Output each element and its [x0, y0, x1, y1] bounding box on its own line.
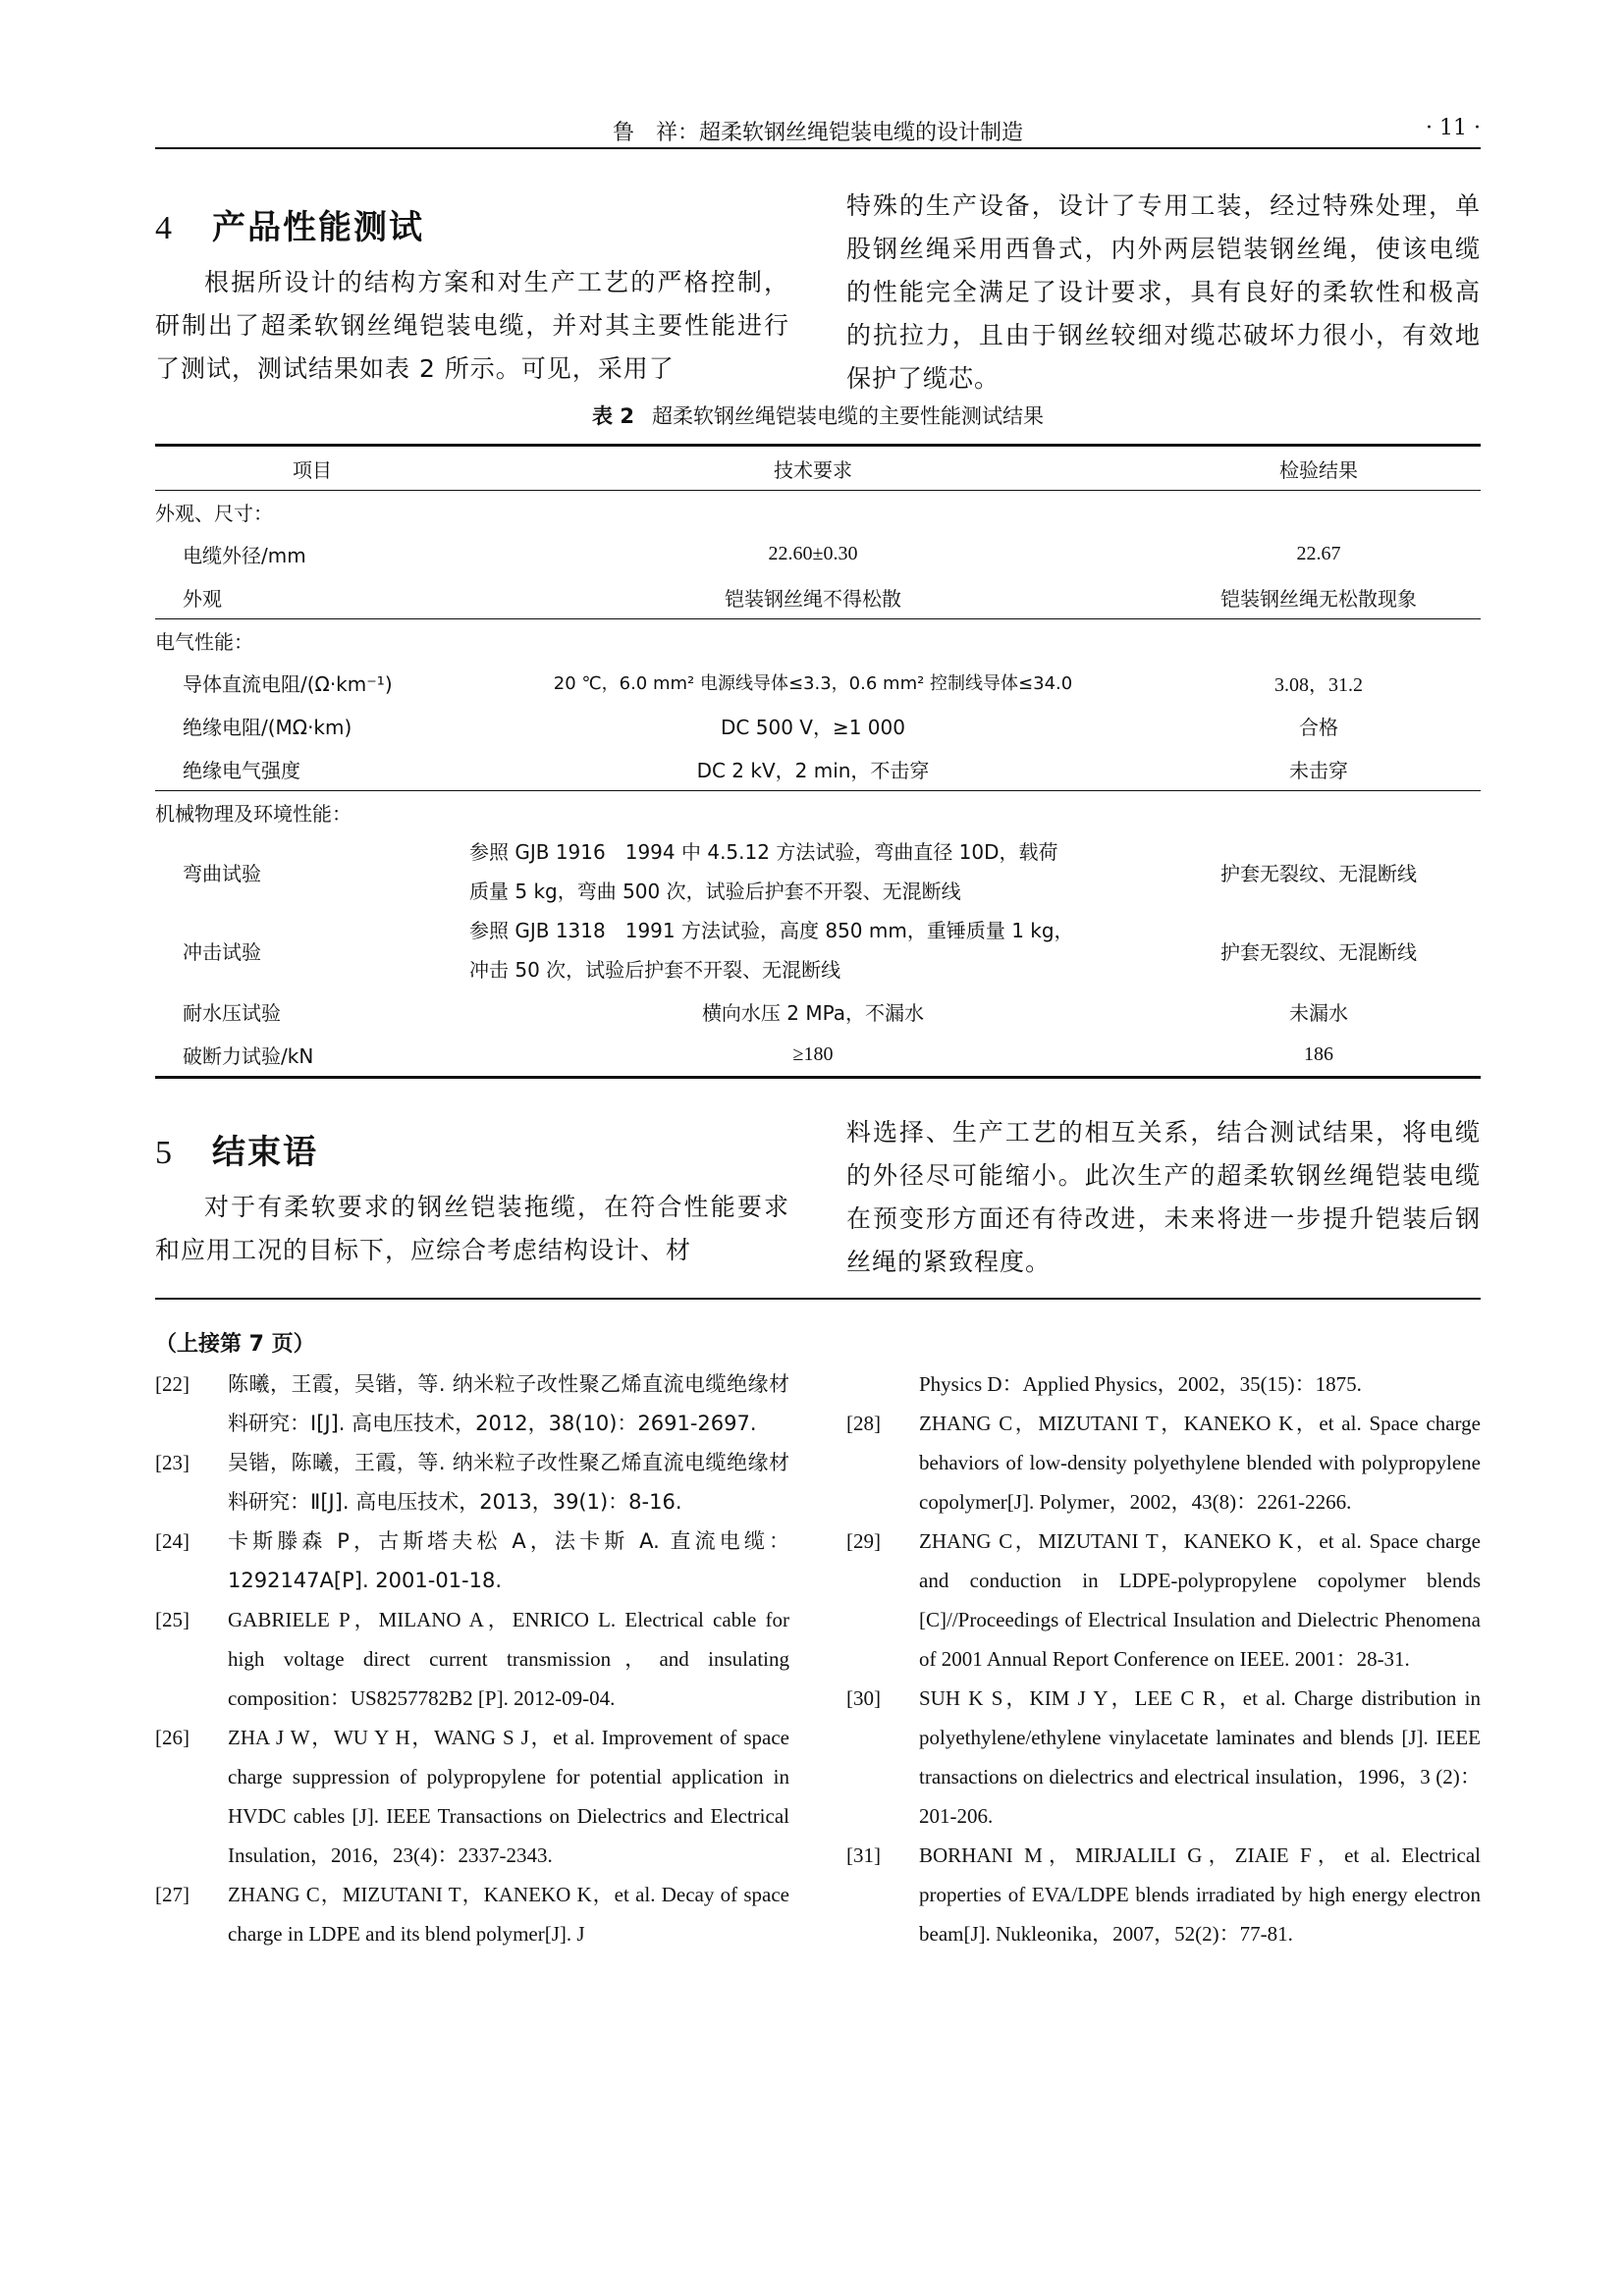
- reference-item: [155, 1443, 789, 1522]
- reference-label: [31]: [846, 1843, 881, 1867]
- table-group-row: [155, 619, 1481, 662]
- cell-result: 186: [1304, 1042, 1333, 1065]
- section-4-number: 4: [155, 210, 172, 246]
- group-label: 机械物理及环境性能：: [155, 801, 352, 826]
- cell-item: 导体直流电阻/(Ω·km⁻¹): [183, 671, 393, 696]
- reference-item: [846, 1836, 1481, 1953]
- reference-text: ZHANG C，MIZUTANI T，KANEKO K，et al. Decay of space charge in LDPE and its blend polymer[J]. J: [228, 1883, 789, 1946]
- table-row: [155, 1033, 1481, 1078]
- table-row: [155, 911, 1481, 989]
- reference-label: [23]: [155, 1451, 189, 1474]
- reference-continuation-text: Physics D：Applied Physics，2002，35(15)：1875.: [919, 1372, 1362, 1396]
- cell-requirement: DC 500 V，≥1 000: [721, 715, 905, 739]
- section-4-left: [155, 200, 789, 391]
- cell-requirement: DC 2 kV，2 min，不击穿: [696, 758, 930, 782]
- requirement-line: 参照 GJB 1318 1991 方法试验，高度 850 mm，重锤质量 1 kg，: [469, 919, 1074, 942]
- table-2-title: 超柔软钢丝绳铠装电缆的主要性能测试结果: [651, 404, 1044, 428]
- reference-label: [27]: [155, 1883, 189, 1906]
- cell-requirement: ≥180: [792, 1042, 834, 1065]
- reference-item: [155, 1718, 789, 1875]
- references-left-column: [155, 1325, 789, 1953]
- section-5-title: 结束语: [212, 1133, 318, 1172]
- table-group-row: [155, 491, 1481, 533]
- reference-label: [25]: [155, 1608, 189, 1631]
- table-group-row: [155, 791, 1481, 833]
- reference-label: [26]: [155, 1726, 189, 1749]
- cell-item: 耐水压试验: [183, 1000, 281, 1025]
- reference-label: [22]: [155, 1372, 189, 1396]
- section-5-paragraph-right: 料选择、生产工艺的相互关系，结合测试结果，将电缆的外径尽可能缩小。此次生产的超柔软钢丝绳铠装电缆在预变形方面还有待改进，未来将进一步提升铠装后钢丝绳的紧致程度。: [846, 1118, 1481, 1276]
- reference-text: ZHA J W，WU Y H，WANG S J，et al. Improvement of space charge suppression of polypropylene for potential application in HVDC cables [J]. IEEE Transactions on Dielectrics and Electrical Insulation，2016，23(4)：2337-2343.: [228, 1726, 789, 1867]
- table-row: [155, 704, 1481, 747]
- table-row: [155, 661, 1481, 704]
- header-rule: [155, 147, 1481, 149]
- table-row: [155, 747, 1481, 791]
- references-rule: [155, 1298, 1481, 1300]
- section-5-right: [846, 1111, 1481, 1284]
- reference-item: [846, 1679, 1481, 1836]
- table-header-requirement: 技术要求: [774, 457, 852, 482]
- reference-item: [846, 1404, 1481, 1522]
- cell-result: 合格: [1299, 715, 1338, 739]
- continued-from-label: （上接第 7 页）: [155, 1332, 315, 1357]
- reference-label: [29]: [846, 1529, 881, 1553]
- reference-label: [28]: [846, 1412, 881, 1435]
- reference-text: BORHANI M，MIRJALILI G，ZIAIE F，et al. Electrical properties of EVA/LDPE blends irradiated by high energy electron beam[J]. Nukleonika，2007，52(2)：77-81.: [919, 1843, 1481, 1946]
- reference-continuation: [846, 1364, 1481, 1404]
- cell-item: 破断力试验/kN: [183, 1043, 314, 1068]
- reference-item: [155, 1875, 789, 1953]
- table-row: [155, 575, 1481, 619]
- group-label: 外观、尺寸：: [155, 501, 273, 525]
- cell-requirement: [469, 832, 1157, 911]
- section-4-heading: [155, 200, 789, 255]
- table-row: [155, 832, 1481, 911]
- cell-requirement: [469, 911, 1157, 989]
- section-5-heading: [155, 1125, 789, 1180]
- reference-item: [155, 1522, 789, 1600]
- reference-text: SUH K S，KIM J Y，LEE C R，et al. Charge distribution in polyethylene/ethylene vinylacetate laminates and blends [J]. IEEE transactions on dielectrics and electrical insulation，1996，3 (2)：201-206.: [919, 1686, 1481, 1828]
- cell-requirement: 横向水压 2 MPa，不漏水: [701, 1000, 925, 1025]
- running-header-title: 鲁 祥：超柔软钢丝绳铠装电缆的设计制造: [612, 121, 1023, 145]
- reference-text: ZHANG C，MIZUTANI T，KANEKO K，et al. Space charge and conduction in LDPE-polypropylene copolymer blends [C]//Proceedings of Electrical Insulation and Dielectric Phenomena of 2001 Annual Report Conference on IEEE. 2001：28-31.: [919, 1529, 1481, 1671]
- cell-result: 未击穿: [1289, 758, 1348, 782]
- cell-item: 绝缘电气强度: [183, 758, 300, 782]
- section-4-right: [846, 185, 1481, 400]
- cell-requirement: 20 ℃，6.0 mm² 电源线导体≤3.3，0.6 mm² 控制线导体≤34.0: [553, 673, 1073, 694]
- reference-item: [155, 1364, 789, 1443]
- reference-label: [30]: [846, 1686, 881, 1710]
- requirement-line: 质量 5 kg，弯曲 500 次，试验后护套不开裂、无混断线: [469, 880, 961, 903]
- cell-requirement: 铠装钢丝绳不得松散: [725, 586, 901, 611]
- table-row: [155, 532, 1481, 575]
- table-2-label: 表 2: [592, 404, 634, 428]
- cell-requirement: 22.60±0.30: [768, 542, 858, 564]
- section-5-paragraph-left: 对于有柔软要求的钢丝铠装拖缆，在符合性能要求和应用工况的目标下，应综合考虑结构设计、材: [155, 1193, 789, 1264]
- section-5-number: 5: [155, 1135, 172, 1171]
- section-4-title: 产品性能测试: [212, 208, 424, 247]
- cell-item: 外观: [183, 586, 222, 611]
- cell-item: 电缆外径/mm: [183, 543, 306, 567]
- requirement-line: 参照 GJB 1916 1994 中 4.5.12 方法试验，弯曲直径 10D，载荷: [469, 840, 1058, 864]
- cell-result: 护套无裂纹、无混断线: [1220, 861, 1417, 885]
- section-4-paragraph-right: 特殊的生产设备，设计了专用工装，经过特殊处理，单股钢丝绳采用西鲁式，内外两层铠装钢丝绳，使该电缆的性能完全满足了设计要求，具有良好的柔软性和极高的抗拉力，且由于钢丝较细对缆芯破坏力很小，有效地保护了缆芯。: [846, 191, 1481, 393]
- references-right-column: [846, 1364, 1481, 1953]
- cell-result: 铠装钢丝绳无松散现象: [1220, 586, 1417, 611]
- reference-text: GABRIELE P，MILANO A，ENRICO L. Electrical cable for high voltage direct current transmission，and insulating composition：US8257782B2 [P]. 2012-09-04.: [228, 1608, 789, 1710]
- reference-text: 吴锴，陈曦，王霞，等. 纳米粒子改性聚乙烯直流电缆绝缘材料研究：Ⅱ[J]. 高电压技术，2013，39(1)：8-16.: [228, 1451, 789, 1514]
- reference-item: [846, 1522, 1481, 1679]
- cell-result: 3.08，31.2: [1274, 673, 1363, 696]
- reference-label: [24]: [155, 1529, 189, 1553]
- cell-result: 护套无裂纹、无混断线: [1220, 939, 1417, 964]
- table-row: [155, 989, 1481, 1033]
- reference-text: ZHANG C，MIZUTANI T，KANEKO K，et al. Space charge behaviors of low-density polyethylene blended with polypropylene copolymer[J]. Polymer，2002，43(8)：2261-2266.: [919, 1412, 1481, 1514]
- cell-item: 弯曲试验: [183, 861, 261, 885]
- table-header-item: 项目: [293, 457, 332, 482]
- table-2-caption: [155, 400, 1481, 430]
- section-4-paragraph-left: 根据所设计的结构方案和对生产工艺的严格控制，研制出了超柔软钢丝绳铠装电缆，并对其主要性能进行了测试，测试结果如表 2 所示。可见，采用了: [155, 268, 789, 383]
- cell-item: 绝缘电阻/(MΩ·km): [183, 715, 352, 739]
- group-label: 电气性能：: [155, 629, 253, 654]
- cell-item: 冲击试验: [183, 939, 261, 964]
- reference-text: 陈曦，王霞，吴锴，等. 纳米粒子改性聚乙烯直流电缆绝缘材料研究：Ⅰ[J]. 高电压技术，2012，38(10)：2691-2697.: [228, 1372, 789, 1435]
- table-2: [155, 444, 1481, 1079]
- reference-item: [155, 1600, 789, 1718]
- section-5-left: [155, 1125, 789, 1272]
- table-header-row: [155, 446, 1481, 491]
- requirement-line: 冲击 50 次，试验后护套不开裂、无混断线: [469, 958, 841, 982]
- cell-result: 未漏水: [1289, 1000, 1348, 1025]
- running-header: [155, 110, 1481, 149]
- cell-result: 22.67: [1296, 542, 1341, 564]
- reference-text: 卡斯滕森 P，古斯塔夫松 A，法卡斯 A. 直流电缆：1292147A[P]. 2001-01-18.: [228, 1529, 789, 1592]
- table-header-result: 检验结果: [1279, 457, 1358, 482]
- page-number: · 11 ·: [1426, 116, 1481, 140]
